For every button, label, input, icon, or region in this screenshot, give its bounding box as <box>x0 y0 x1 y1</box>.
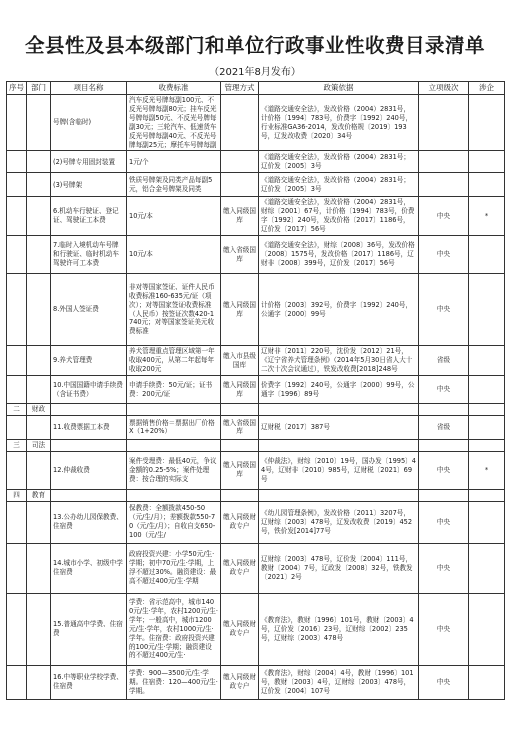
cell-fee-standard: 学费：900—3500元/生·学期。住宿费：120—400元/生·学期。 <box>127 665 221 699</box>
cell-dept <box>27 593 51 665</box>
table-row <box>7 665 505 699</box>
cell-empty <box>259 439 419 451</box>
table-row <box>7 197 505 236</box>
cell-dept <box>27 543 51 593</box>
cell-item-name: 8.外国人签证费 <box>51 274 127 346</box>
cell-empty <box>127 404 221 416</box>
cell-enterprise: * <box>469 197 505 236</box>
cell-seq <box>7 451 27 489</box>
cell-dept <box>27 415 51 439</box>
cell-management <box>221 151 259 173</box>
cell-empty <box>127 439 221 451</box>
cell-item-name: 号牌(含临时) <box>51 95 127 151</box>
cell-level: 中央 <box>419 376 469 404</box>
cell-level <box>419 151 469 173</box>
cell-enterprise <box>469 173 505 197</box>
cell-fee-standard: 非对等国家签证、证件人民币收费标准160-635元/证（项次）；对等国家签证收费标准（人民币）按签证次数420-1740元；对等国家签证美元收费标准 <box>127 274 221 346</box>
cell-dept <box>27 197 51 236</box>
cell-item-name: 13.公办幼儿园保教费、住宿费 <box>51 501 127 543</box>
cell-seq <box>7 415 27 439</box>
header-fee-standard: 收费标准 <box>127 82 221 95</box>
header-item-name: 项目名称 <box>51 82 127 95</box>
cell-dept <box>27 236 51 274</box>
cell-dept <box>27 95 51 151</box>
cell-dept <box>27 173 51 197</box>
cell-enterprise <box>469 346 505 376</box>
header-seq: 序号 <box>7 82 27 95</box>
cell-item-name: (2)号牌专用固封装置 <box>51 151 127 173</box>
cell-seq <box>7 665 27 699</box>
cell-level: 中央 <box>419 593 469 665</box>
cell-level: 中央 <box>419 274 469 346</box>
table-row <box>7 501 505 543</box>
cell-enterprise <box>469 236 505 274</box>
cell-level: 中央 <box>419 236 469 274</box>
cell-empty <box>259 489 419 501</box>
table-row <box>7 95 505 151</box>
cell-policy: 价费字〔1992〕240号，公通字〔2000〕99号，公通字〔1996〕89号 <box>259 376 419 404</box>
cell-policy: 《道路交通安全法》，发改价格（2004）2831号；辽价发〔2005〕3号 <box>259 173 419 197</box>
cell-policy: 《教育法》，财综〔2004〕4号，教财〔1996〕101号，教财〔2003〕4号，辽财综〔2003〕478号，辽价发〔2004〕107号 <box>259 665 419 699</box>
cell-item-name: 14.城市小学、初级中学住宿费 <box>51 543 127 593</box>
cell-management: 缴入同级财政专户 <box>221 665 259 699</box>
cell-policy: 辽财非〔2011〕220号，沈价发〔2012〕21号，《辽宁省养犬管理条例》（2014年5月30日省人大十二次十次会议通过），铁发改收费[2018]248号 <box>259 346 419 376</box>
cell-empty <box>221 404 259 416</box>
cell-fee-standard: 铁质号牌架及同类产品每副5元，铝合金号牌架及同类 <box>127 173 221 197</box>
cell-level: 中央 <box>419 451 469 489</box>
cell-enterprise <box>469 501 505 543</box>
cell-policy: 辽财税〔2017〕387号 <box>259 415 419 439</box>
cell-item-name: 7.临时入境机动车号牌和行驶证、临时机动车驾驶许可工本费 <box>51 236 127 274</box>
header-dept: 部门 <box>27 82 51 95</box>
cell-management: 缴入同级财政专户 <box>221 593 259 665</box>
cell-policy: 《教育法》，教财〔1996〕101号，教财〔2003〕4号，辽价发〔2016〕23号，辽财综〔2002〕235号，辽财综〔2003〕478号 <box>259 593 419 665</box>
cell-seq <box>7 236 27 274</box>
cell-policy: 计价格〔2003〕392号，价费字〔1992〕240号，公通字〔2000〕99号 <box>259 274 419 346</box>
cell-empty <box>259 404 419 416</box>
cell-seq: 四 <box>7 489 27 501</box>
publish-date: （2021年8月发布） <box>209 67 301 78</box>
cell-empty <box>221 439 259 451</box>
table-body <box>7 95 505 700</box>
cell-item-name: 15.普通高中学费、住宿费 <box>51 593 127 665</box>
cell-empty <box>469 439 505 451</box>
cell-level: 中央 <box>419 665 469 699</box>
cell-enterprise <box>469 415 505 439</box>
cell-management <box>221 95 259 151</box>
cell-empty <box>51 439 127 451</box>
cell-empty <box>51 404 127 416</box>
cell-management: 缴入同级财政专户 <box>221 501 259 543</box>
cell-dept: 教育 <box>27 489 51 501</box>
cell-item-name: 12.仲裁收费 <box>51 451 127 489</box>
cell-dept <box>27 501 51 543</box>
cell-enterprise <box>469 95 505 151</box>
table-row <box>7 543 505 593</box>
cell-enterprise <box>469 274 505 346</box>
cell-enterprise <box>469 665 505 699</box>
cell-policy: 《道路交通安全法》，发改价格（2004）2831号，财综〔2001〕67号，计价格〔1994〕783号，价费字〔1992〕240号，发改价格〔2017〕1186号，辽价发〔2017〕56号 <box>259 197 419 236</box>
cell-fee-standard: 学费：省示范高中，城市1400元/生·学年，农村1200元/生·学年；一般高中，城市1200元/生·学年，农村1000元/生·学年。住宿费：政府投资兴建的100元/生·学期；融资建设的不超过400元/生· <box>127 593 221 665</box>
header-policy: 政策依据 <box>259 82 419 95</box>
table-row <box>7 415 505 439</box>
cell-item-name: 11.收费票据工本费 <box>51 415 127 439</box>
cell-policy: 辽财综〔2003〕478号，辽价发〔2004〕111号，教财〔2004〕7号，辽政发〔2008〕32号，铁教发〔2021〕2号 <box>259 543 419 593</box>
table-row <box>7 376 505 404</box>
cell-management: 缴入同级国库 <box>221 451 259 489</box>
cell-dept <box>27 151 51 173</box>
table-row <box>7 346 505 376</box>
section-row <box>7 404 505 416</box>
cell-fee-standard: 1元/个 <box>127 151 221 173</box>
cell-item-name: 9.养犬管理费 <box>51 346 127 376</box>
cell-item-name: 10.中国国籍申请手续费（含证书费） <box>51 376 127 404</box>
table-row <box>7 593 505 665</box>
cell-management: 缴入同级国库 <box>221 197 259 236</box>
cell-fee-standard: 票据销售价格＝票据出厂价格X（1+20%） <box>127 415 221 439</box>
section-row <box>7 489 505 501</box>
cell-item-name: 16.中等职业学校学费、住宿费 <box>51 665 127 699</box>
cell-management: 缴入同级财政专户 <box>221 543 259 593</box>
cell-seq <box>7 376 27 404</box>
cell-empty <box>419 489 469 501</box>
cell-policy: 《幼儿园管理条例》，发改价格〔2011〕3207号，辽财综〔2003〕478号，辽发改收费〔2019〕452号，铁价发[2014]77号 <box>259 501 419 543</box>
table-row <box>7 274 505 346</box>
cell-dept <box>27 451 51 489</box>
cell-dept <box>27 376 51 404</box>
cell-dept <box>27 274 51 346</box>
cell-empty <box>127 489 221 501</box>
cell-management: 缴入同级国库 <box>221 274 259 346</box>
section-row <box>7 439 505 451</box>
cell-fee-standard: 养犬管理重点管理区域第一年收取400元，从第二年起每年收取200元 <box>127 346 221 376</box>
cell-seq: 三 <box>7 439 27 451</box>
cell-fee-standard: 保教费：全额拨款450-50（元/生/月）；差额拨款550-70（元/生/月）；自收自支650-100（元/生/ <box>127 501 221 543</box>
cell-level <box>419 95 469 151</box>
cell-fee-standard: 10元/本 <box>127 197 221 236</box>
table-row <box>7 173 505 197</box>
cell-management: 缴入省级国库 <box>221 236 259 274</box>
cell-seq <box>7 593 27 665</box>
cell-enterprise <box>469 543 505 593</box>
cell-policy: 《道路交通安全法》，发改价格（2004）2831号，计价格〔1994〕783号，价费字〔1992〕240号，行业标准GA36-2014，发改价格规〔2019〕193号，辽发改收费〔2020〕34号 <box>259 95 419 151</box>
cell-seq <box>7 151 27 173</box>
cell-empty <box>221 489 259 501</box>
cell-level: 中央 <box>419 501 469 543</box>
cell-dept <box>27 665 51 699</box>
cell-empty <box>469 404 505 416</box>
table-row <box>7 151 505 173</box>
cell-empty <box>419 404 469 416</box>
cell-enterprise: * <box>469 451 505 489</box>
page-title: 全县性及县本级部门和单位行政事业性收费目录清单 <box>24 34 485 57</box>
cell-level <box>419 173 469 197</box>
header-enterprise: 涉企 <box>469 82 505 95</box>
cell-empty <box>419 439 469 451</box>
cell-policy: 《道路交通安全法》，发改价格（2004）2831号；辽价发〔2005〕3号 <box>259 151 419 173</box>
cell-management <box>221 173 259 197</box>
cell-level: 省级 <box>419 415 469 439</box>
cell-fee-standard: 案件受理费：最低40元，争议金额的0.25-5%；案件处理费：按合理的实际支 <box>127 451 221 489</box>
cell-management: 缴入同级国库 <box>221 376 259 404</box>
cell-fee-standard: 申请手续费：50元/证；证书费：200元/证 <box>127 376 221 404</box>
cell-dept: 财政 <box>27 404 51 416</box>
cell-management: 缴入省级国库 <box>221 415 259 439</box>
cell-seq <box>7 346 27 376</box>
cell-seq <box>7 197 27 236</box>
cell-empty <box>469 489 505 501</box>
cell-fee-standard: 政府投资兴建：小学50元/生·学期；初中70元/生·学期，上浮不超过30%。融资建设：最高不超过400元/生·学期 <box>127 543 221 593</box>
cell-empty <box>51 489 127 501</box>
cell-enterprise <box>469 376 505 404</box>
header-management: 管理方式 <box>221 82 259 95</box>
cell-enterprise <box>469 151 505 173</box>
table-row <box>7 236 505 274</box>
fee-catalog-table <box>6 81 505 700</box>
table-header-row <box>7 82 505 95</box>
cell-seq <box>7 543 27 593</box>
cell-seq <box>7 274 27 346</box>
cell-fee-standard: 10元/本 <box>127 236 221 274</box>
cell-seq <box>7 501 27 543</box>
table-row <box>7 451 505 489</box>
cell-policy: 《道路交通安全法》，财综〔2008〕36号，发改价格〔2008〕1575号，发改价格〔2017〕1186号，辽财非〔2008〕399号，辽价发〔2017〕56号 <box>259 236 419 274</box>
cell-level: 省级 <box>419 346 469 376</box>
cell-level: 中央 <box>419 197 469 236</box>
cell-dept: 司法 <box>27 439 51 451</box>
cell-level: 中央 <box>419 543 469 593</box>
cell-seq: 二 <box>7 404 27 416</box>
cell-dept <box>27 346 51 376</box>
cell-item-name: 6.机动车行驶证、登记证、驾驶证工本费 <box>51 197 127 236</box>
header-level: 立项级次 <box>419 82 469 95</box>
cell-fee-standard: 汽车反光号牌每副100元、不反光号牌每副80元；挂车反光号牌每副50元、不反光号牌每副30元；三轮汽车、低速货车反光号牌每副40元、不反光号牌每副25元；摩托车号牌每副 <box>127 95 221 151</box>
cell-seq <box>7 173 27 197</box>
cell-enterprise <box>469 593 505 665</box>
cell-item-name: (3)号牌架 <box>51 173 127 197</box>
cell-management: 缴入市县级国库 <box>221 346 259 376</box>
cell-seq <box>7 95 27 151</box>
cell-policy: 《仲裁法》，财综〔2010〕19号，国办发〔1995〕44号，辽财非〔2010〕985号，辽财税〔2021〕69号 <box>259 451 419 489</box>
